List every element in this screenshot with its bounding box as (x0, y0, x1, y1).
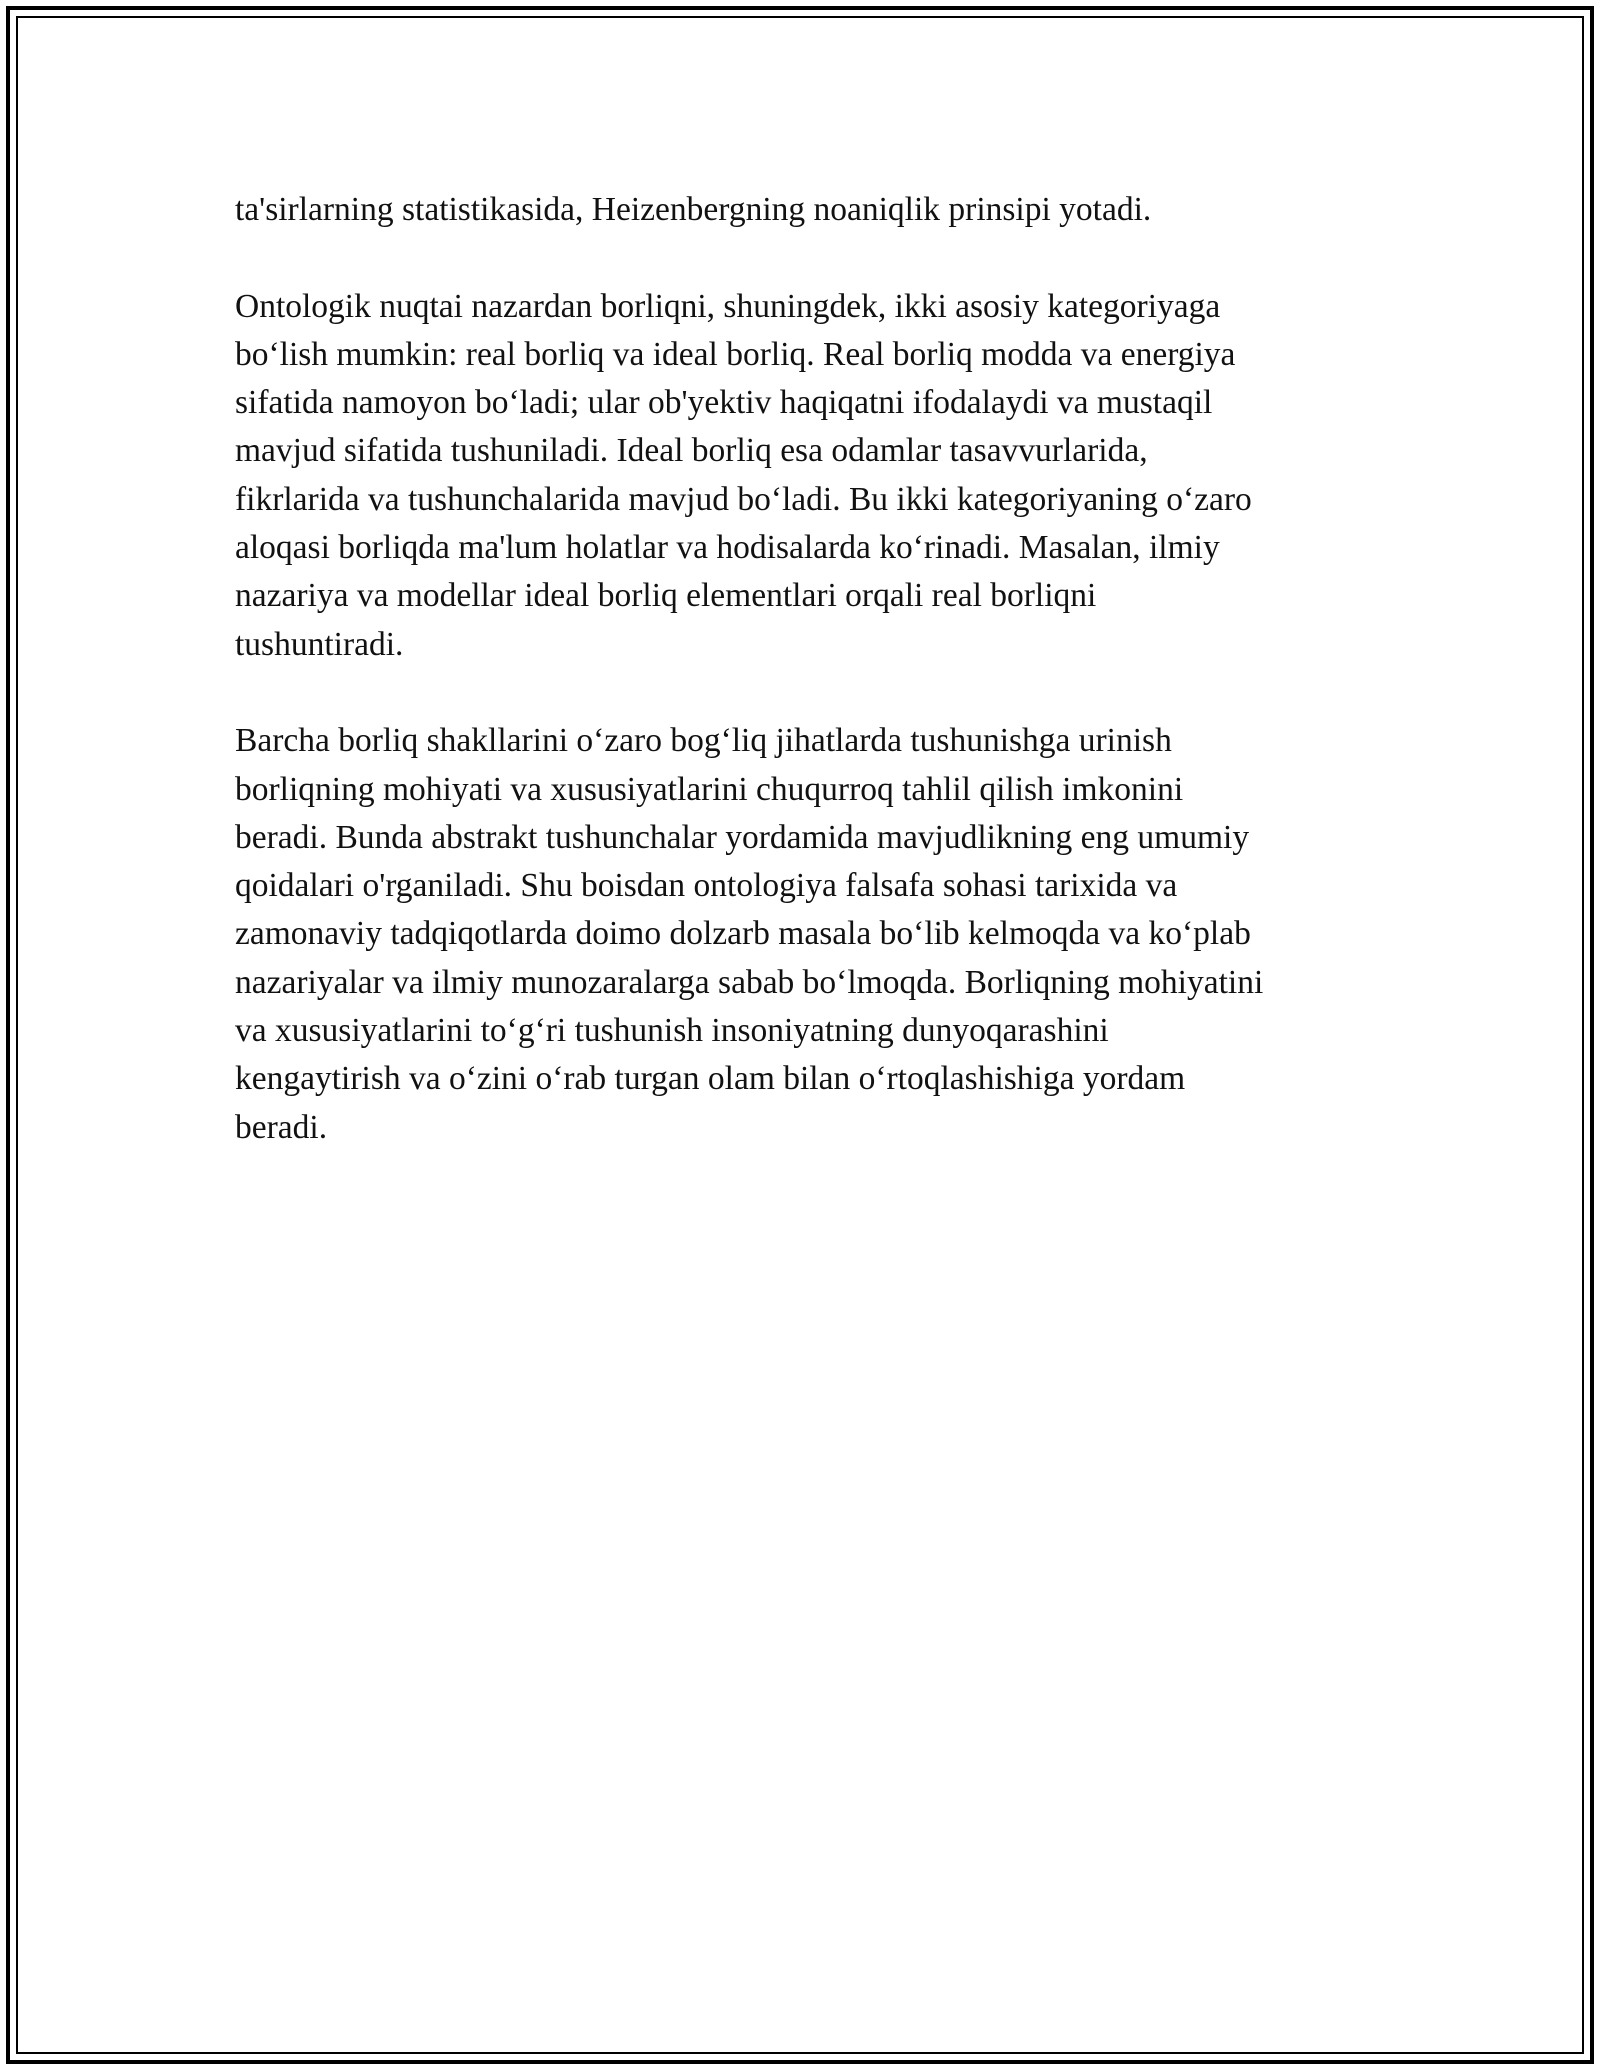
paragraph-3 (235, 717, 1375, 1152)
text-line: beradi. (235, 1108, 328, 1146)
text-line: bo‘lish mumkin: real borliq va ideal borliq. Real borliq modda va energiya (235, 335, 1236, 373)
text-line: tushuntiradi. (235, 625, 404, 663)
text-line: zamonaviy tadqiqotlarda doimo dolzarb masala bo‘lib kelmoqda va ko‘plab (235, 915, 1251, 953)
text-line: aloqasi borliqda ma'lum holatlar va hodisalarda ko‘rinadi. Masalan, ilmiy (235, 529, 1220, 567)
text-line: beradi. Bunda abstrakt tushunchalar yordamida mavjudlikning eng umumiy (235, 818, 1250, 856)
document-body (235, 186, 1375, 1152)
text-line: ta'sirlarning statistikasida, Heizenbergning noaniqlik prinsipi yotadi. (235, 191, 1152, 228)
text-line: va xususiyatlarini to‘g‘ri tushunish insoniyatning dunyoqarashini (235, 1012, 1109, 1050)
text-line: nazariyalar va ilmiy munozaralarga sabab bo‘lmoqda. Borliqning mohiyatini (235, 963, 1264, 1001)
paragraph-2 (235, 283, 1375, 669)
text-line: borliqning mohiyati va xususiyatlarini chuqurroq tahlil qilish imkonini (235, 770, 1184, 808)
text-line: mavjud sifatida tushuniladi. Ideal borliq esa odamlar tasavvurlarida, (235, 432, 1148, 470)
paragraph-1 (235, 186, 1375, 234)
text-line: qoidalari o'rganiladi. Shu boisdan ontologiya falsafa sohasi tarixida va (235, 867, 1178, 905)
text-line: sifatida namoyon bo‘ladi; ular ob'yektiv haqiqatni ifodalaydi va mustaqil (235, 384, 1213, 422)
text-line: Barcha borliq shakllarini o‘zaro bog‘liq jihatlarda tushunishga urinish (235, 722, 1172, 760)
text-line: nazariya va modellar ideal borliq elementlari orqali real borliqni (235, 577, 1097, 615)
text-line: fikrlarida va tushunchalarida mavjud bo‘ladi. Bu ikki kategoriyaning o‘zaro (235, 480, 1252, 518)
text-line: Ontologik nuqtai nazardan borliqni, shuningdek, ikki asosiy kategoriyaga (235, 287, 1221, 325)
text-line: kengaytirish va o‘zini o‘rab turgan olam bilan o‘rtoqlashishiga yordam (235, 1060, 1186, 1098)
